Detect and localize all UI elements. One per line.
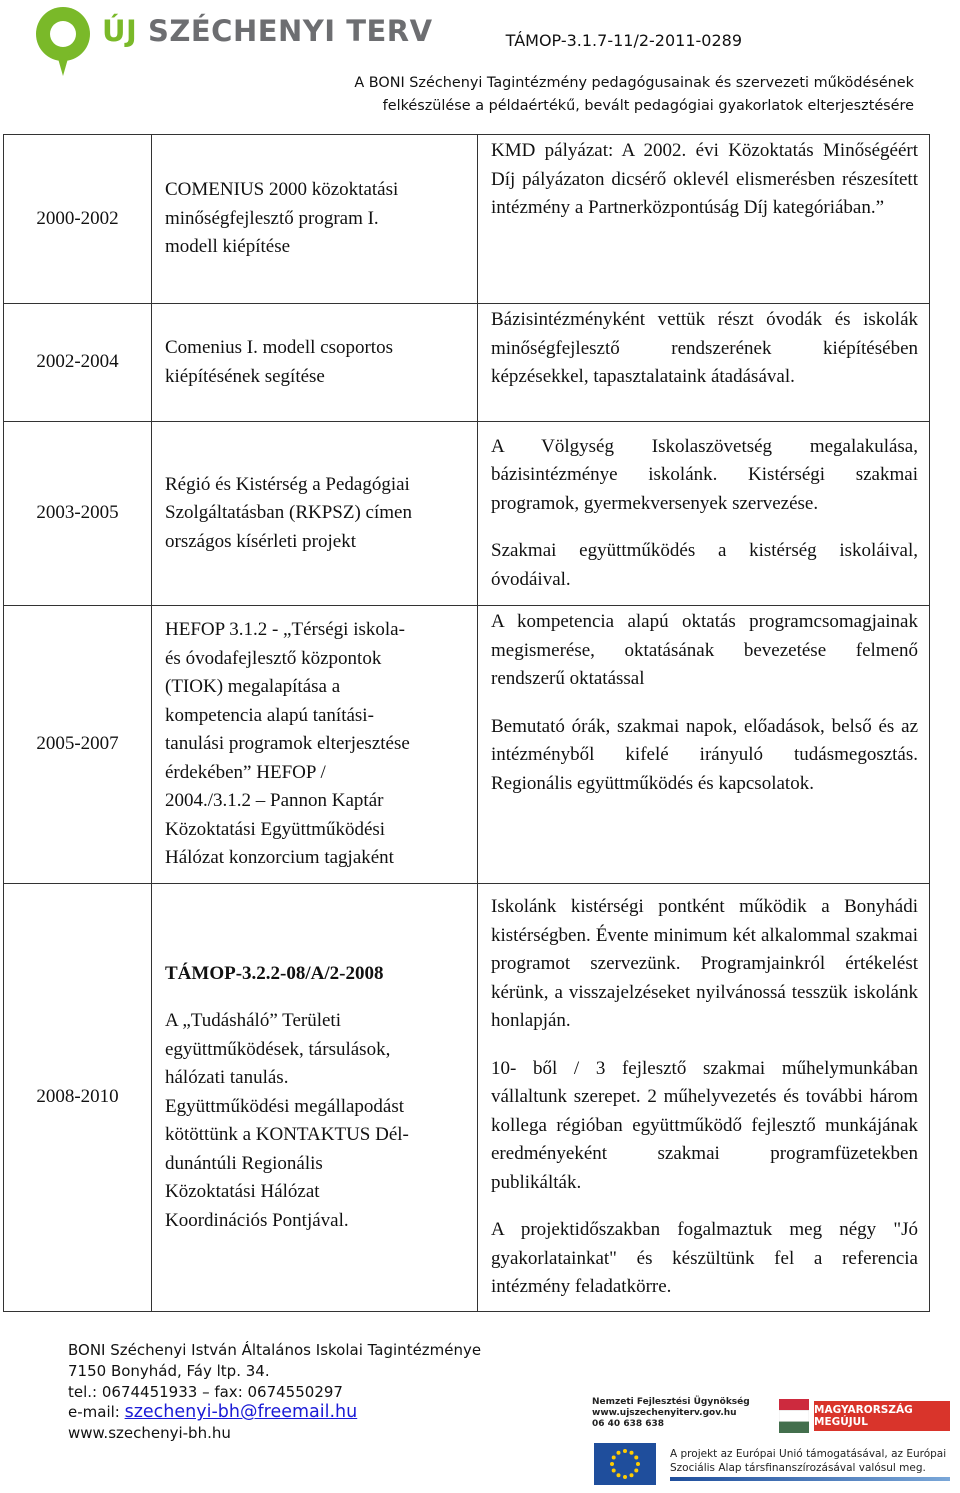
description-cell: [478, 884, 930, 1312]
program-line: Szolgáltatásban (RKPSZ) címen: [165, 502, 412, 524]
description-cell: [478, 606, 930, 884]
logo-wordmark: [102, 14, 433, 48]
description-cell: [478, 422, 930, 606]
program-line: (TIOK) megalapítása a: [165, 676, 341, 698]
description-cell: [478, 304, 930, 422]
header-subtitle-line2: felkészülése a példaértékű, bevált pedagógiai gyakorlatok elterjesztésére: [382, 98, 914, 114]
program-cell: [152, 606, 478, 884]
program-line: Koordinációs Pontjával.: [165, 1209, 349, 1231]
description-text: A Völgység Iskolaszövetség megalakulása, bázisintézménye iskolánk. Kistérségi szakmai programok, gyermekversenyek szervezése.: [491, 435, 918, 514]
program-line: kompetencia alapú tanítási-: [165, 704, 374, 726]
program-cell: [152, 422, 478, 606]
program-line: Hálózat konzorcium tagjaként: [165, 847, 394, 869]
year-cell: 2005-2007: [4, 606, 152, 884]
program-line: 2004./3.1.2 – Pannon Kaptár: [165, 790, 384, 812]
timeline-table: [3, 134, 930, 1312]
program-line: Régió és Kistérség a Pedagógiai: [165, 473, 410, 495]
program-cell: [152, 135, 478, 304]
program-line: és óvodafejlesztő központok: [165, 647, 382, 669]
program-line: tanulási programok elterjesztése: [165, 733, 410, 755]
program-line: dunántúli Regionális: [165, 1152, 323, 1174]
footer-email-link[interactable]: szechenyi-bh@freemail.hu: [124, 1402, 358, 1423]
agency-name: Nemzeti Fejlesztési Ügynökség: [592, 1397, 750, 1407]
footer-website[interactable]: www.szechenyi-bh.hu: [68, 1424, 231, 1443]
year-cell: 2000-2002: [4, 135, 152, 304]
program-line: Közoktatási Együttműködési: [165, 818, 386, 840]
agency-phone: 06 40 638 638: [592, 1419, 665, 1429]
logo-name: SZÉCHENYI TERV: [147, 14, 433, 48]
eu-funding-line1: A projekt az Európai Unió támogatásával, az Európai: [670, 1448, 947, 1460]
program-cell: [152, 884, 478, 1312]
footer-phone: tel.: 0674451933 – fax: 0674550297: [68, 1382, 343, 1401]
program-line: kiépítésének segítése: [165, 365, 325, 387]
table-row: [4, 135, 930, 304]
program-line: érdekében” HEFOP /: [165, 761, 326, 783]
szechenyi-leaf-icon: [30, 4, 96, 78]
footer-email-row: [68, 1402, 481, 1423]
program-line: Comenius I. modell csoportos: [165, 337, 393, 358]
description-text: A kompetencia alapú oktatás programcsomagjainak megismerése, oktatásának bevezetése felmenő rendszerű oktatással: [491, 611, 918, 689]
program-line: HEFOP 3.1.2 - „Térségi iskola-: [165, 619, 405, 641]
agency-info: [592, 1397, 772, 1437]
footer-address: 7150 Bonyhád, Fáy ltp. 34.: [68, 1361, 270, 1380]
program-cell: [152, 304, 478, 422]
program-line: Együttműködési megállapodást: [165, 1095, 405, 1117]
description-cell: [478, 135, 930, 304]
program-title: TÁMOP-3.2.2-08/A/2-2008: [165, 962, 384, 984]
program-line: együttműködések, társulások,: [165, 1038, 391, 1060]
description-text: Bázisintézményként vettük részt óvodák és iskolák minőségfejlesztő rendszerének kiépítésében képzésekkel, tapasztalataink átadásával.: [491, 309, 918, 387]
table-row: [4, 606, 930, 884]
nfu-badge: [592, 1397, 954, 1437]
description-text: A projektidőszakban fogalmaztuk meg négy "Jó gyakorlatainkat" és készültünk fel a referencia intézmény feladatkörre.: [491, 1219, 918, 1298]
table-row: [4, 422, 930, 606]
table-row: [4, 884, 930, 1312]
table-row: [4, 304, 930, 422]
year-cell: 2003-2005: [4, 422, 152, 606]
description-text: Szakmai együttműködés a kistérség iskoláival, óvodáival.: [491, 540, 918, 590]
eu-funding-text: [670, 1447, 946, 1475]
footer-contact: [68, 1340, 481, 1444]
program-line: Közoktatási Hálózat: [165, 1181, 320, 1203]
program-line: A „Tudásháló” Területi: [165, 1010, 341, 1032]
program-line: hálózati tanulás.: [165, 1067, 289, 1089]
program-line: modell kiépítése: [165, 236, 291, 258]
szechenyi-terv-logo: [30, 4, 433, 82]
eu-badge: [592, 1443, 954, 1487]
description-text: Bemutató órák, szakmai napok, előadások, belső és az intézményből kifelé irányuló tudásmegosztás. Regionális együttműködés és kapcsolatok.: [491, 715, 918, 794]
hungarian-flag-icon: [779, 1399, 809, 1433]
eu-flag-icon: [594, 1443, 656, 1485]
year-cell: 2008-2010: [4, 884, 152, 1312]
year-cell: 2002-2004: [4, 304, 152, 422]
magyarorszag-megujul-banner: MAGYARORSZÁG MEGÚJUL: [814, 1401, 950, 1431]
header-subtitle: [354, 72, 914, 118]
program-line: COMENIUS 2000 közoktatási: [165, 179, 399, 201]
description-text: Iskolánk kistérségi pontként működik a Bonyhádi kistérségben. Évente minimum két alkalommal szakmai programot szervezünk. Programjainkról értékelést kérünk, a visszajelzéseket nyilvánossá tesszük iskolánk honlapján.: [491, 896, 918, 1032]
footer-institution: BONI Széchenyi István Általános Iskolai Tagintézménye: [68, 1341, 482, 1359]
logo-uj: ÚJ: [102, 14, 138, 48]
header-subtitle-line1: A BONI Széchenyi Tagintézmény pedagógusainak és szervezeti működésének: [354, 75, 914, 91]
description-text: 10- ből / 3 fejlesztő szakmai műhelymunkában vállaltunk szerepet. 2 műhelyvezetés és további három kollega régióban együttműködő fejlesztő munkájának eredményeként szakmai programfüzetekben publikálták.: [491, 1057, 918, 1193]
footer-email-label: e-mail:: [68, 1403, 125, 1422]
program-line: minőségfejlesztő program I.: [165, 207, 379, 229]
project-code: TÁMOP-3.1.7-11/2-2011-0289: [505, 31, 742, 50]
program-line: kötöttünk a KONTAKTUS Dél-: [165, 1124, 409, 1146]
eu-badge-rule: [670, 1477, 950, 1481]
description-text: KMD pályázat: A 2002. évi Közoktatás Minőségéért Díj pályázaton dicsérő oklevél elismerésben részesített intézmény a Partnerközpontúság Díj kategóriában.”: [491, 140, 918, 218]
program-line: országos kísérleti projekt: [165, 530, 357, 552]
agency-web: www.ujszechenyiterv.gov.hu: [592, 1408, 737, 1418]
eu-funding-line2: Szociális Alap társfinanszírozásával valósul meg.: [670, 1462, 926, 1474]
